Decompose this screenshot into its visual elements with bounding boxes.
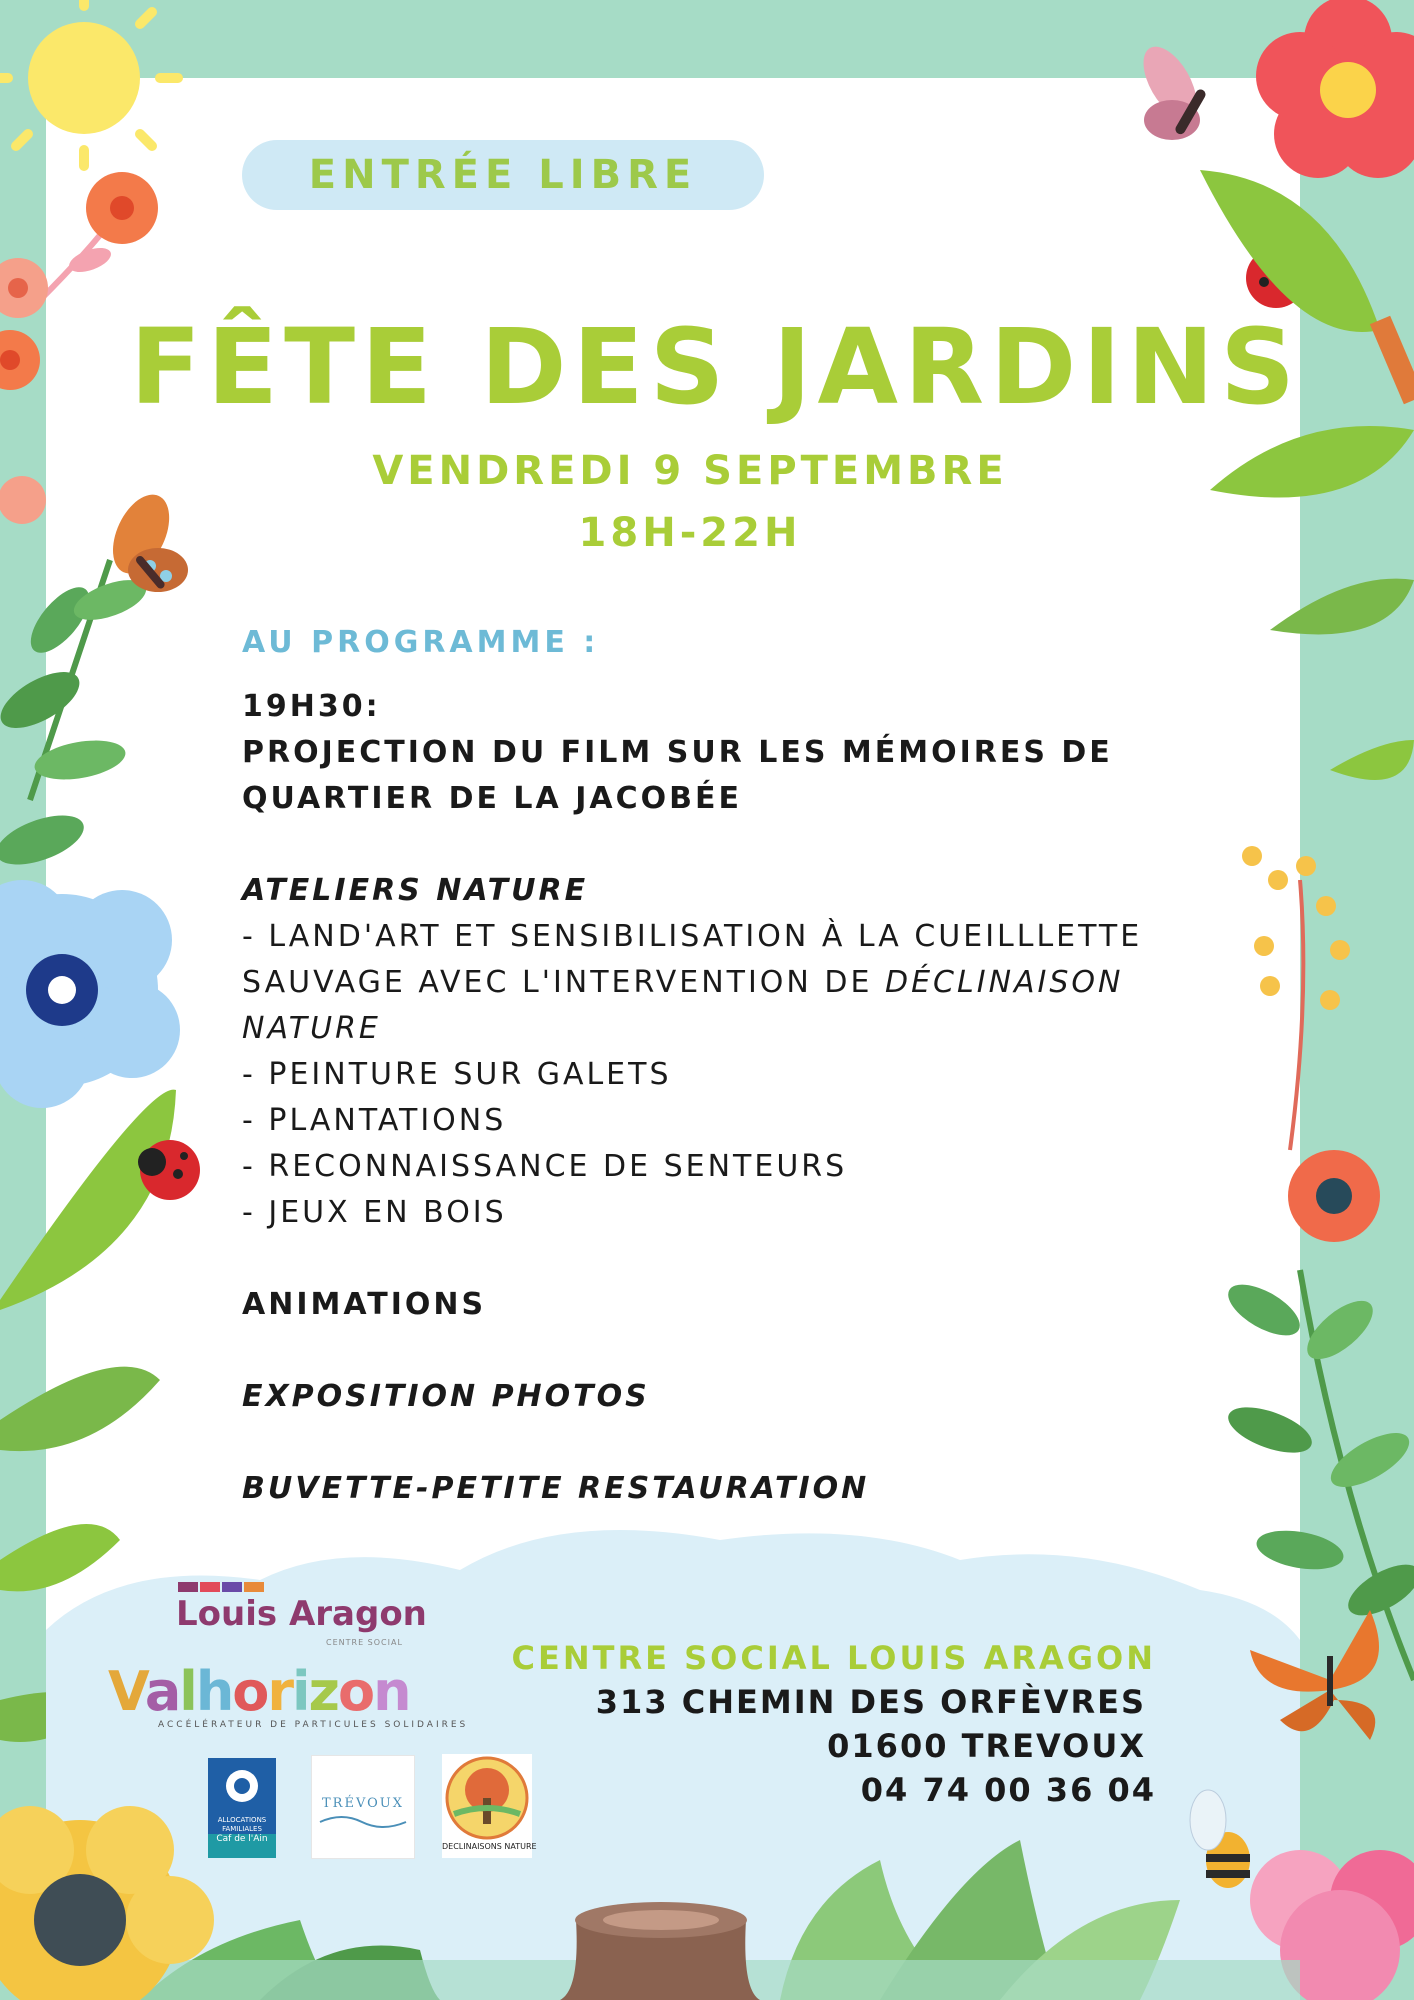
- animations-label: ANIMATIONS: [242, 1287, 487, 1322]
- program-film-line2: QUARTIER DE LA JACOBÉE: [242, 781, 742, 816]
- ateliers-title: ATELIERS NATURE: [242, 873, 589, 908]
- butterfly-icon: [1133, 38, 1208, 140]
- atelier-item: - PLANTATIONS: [242, 1103, 507, 1138]
- tree-stump-icon: [560, 1902, 760, 2000]
- valhorizon-logo-sub: ACCÉLÉRATEUR DE PARTICULES SOLIDAIRES: [158, 1720, 469, 1730]
- caf-logo-mark: [208, 1758, 276, 1814]
- landart-line1: - LAND'ART ET SENSIBILISATION À LA CUEILLLETTE: [242, 919, 1143, 954]
- event-date: VENDREDI 9 SEPTEMBRE: [372, 448, 1008, 494]
- valhorizon-letter: a: [144, 1660, 180, 1723]
- street-address: 313 CHEMIN DES ORFÈVRES: [595, 1683, 1146, 1721]
- valhorizon-letter: l: [179, 1660, 196, 1723]
- valhorizon-letter: i: [292, 1660, 309, 1723]
- program-film-line1: PROJECTION DU FILM SUR LES MÉMOIRES DE: [242, 735, 1113, 770]
- exposition-label: EXPOSITION PHOTOS: [242, 1379, 650, 1414]
- atelier-item: - RECONNAISSANCE DE SENTEURS: [242, 1149, 848, 1184]
- yellow-berries-icon: [1242, 846, 1350, 1150]
- valhorizon-letter: o: [337, 1660, 374, 1723]
- trevoux-logo-wave: [312, 1812, 414, 1842]
- louis-aragon-logo-text: Louis Aragon: [176, 1594, 427, 1634]
- landart-line2: [242, 960, 1192, 1006]
- caf-logo-bottom: Caf de l'Ain: [208, 1834, 276, 1858]
- atelier-item: - JEUX EN BOIS: [242, 1195, 507, 1230]
- program-label: AU PROGRAMME :: [242, 625, 600, 660]
- valhorizon-letter: n: [373, 1660, 410, 1723]
- valhorizon-letter: o: [232, 1660, 268, 1723]
- atelier-item: - PEINTURE SUR GALETS: [242, 1057, 672, 1092]
- landart-line2-italic: DÉCLINAISON: [885, 965, 1124, 1000]
- buvette-label: BUVETTE-PETITE RESTAURATION: [242, 1471, 870, 1506]
- left-vine-leaves: [0, 560, 151, 875]
- entry-badge-text: ENTRÉE LIBRE: [308, 152, 698, 198]
- city-address: 01600 TREVOUX: [827, 1727, 1146, 1765]
- poppy-icon: [1288, 1150, 1380, 1242]
- declinaisons-nature-logo-text: DECLINAISONS NATURE: [442, 1842, 537, 1851]
- blue-flower-icon: [0, 880, 180, 1108]
- valhorizon-letter: V: [108, 1660, 145, 1723]
- valhorizon-letter: h: [195, 1660, 233, 1723]
- landart-line2-prefix: SAUVAGE AVEC L'INTERVENTION DE: [242, 965, 885, 1000]
- organization-name: CENTRE SOCIAL LOUIS ARAGON: [511, 1639, 1156, 1677]
- valhorizon-letter: z: [308, 1660, 338, 1723]
- event-hours: 18H-22H: [578, 510, 802, 556]
- landart-line3: NATURE: [242, 1011, 381, 1046]
- valhorizon-logo-text: [108, 1660, 468, 1723]
- butterfly-icon: [102, 486, 188, 592]
- event-title: FÊTE DES JARDINS: [130, 306, 1301, 428]
- phone-number: 04 74 00 36 04: [860, 1771, 1156, 1809]
- program-time: 19H30:: [242, 689, 381, 724]
- right-leaves: [1200, 170, 1414, 780]
- entry-badge: [242, 140, 764, 210]
- contact-block: [512, 1636, 1156, 1812]
- program-section: [242, 620, 1192, 1512]
- valhorizon-logo: [108, 1660, 468, 1730]
- louis-aragon-logo: [176, 1580, 426, 1650]
- caf-logo: [208, 1758, 276, 1858]
- trevoux-logo: [312, 1756, 414, 1858]
- red-flower-icon: [1256, 0, 1414, 178]
- trevoux-logo-text: TRÉVOUX: [322, 1796, 404, 1811]
- valhorizon-letter: r: [267, 1660, 293, 1723]
- caf-logo-text: ALLOCATIONS FAMILIALES: [217, 1816, 267, 1833]
- sun-icon: [0, 0, 178, 166]
- louis-aragon-logo-sub: CENTRE SOCIAL: [326, 1638, 403, 1647]
